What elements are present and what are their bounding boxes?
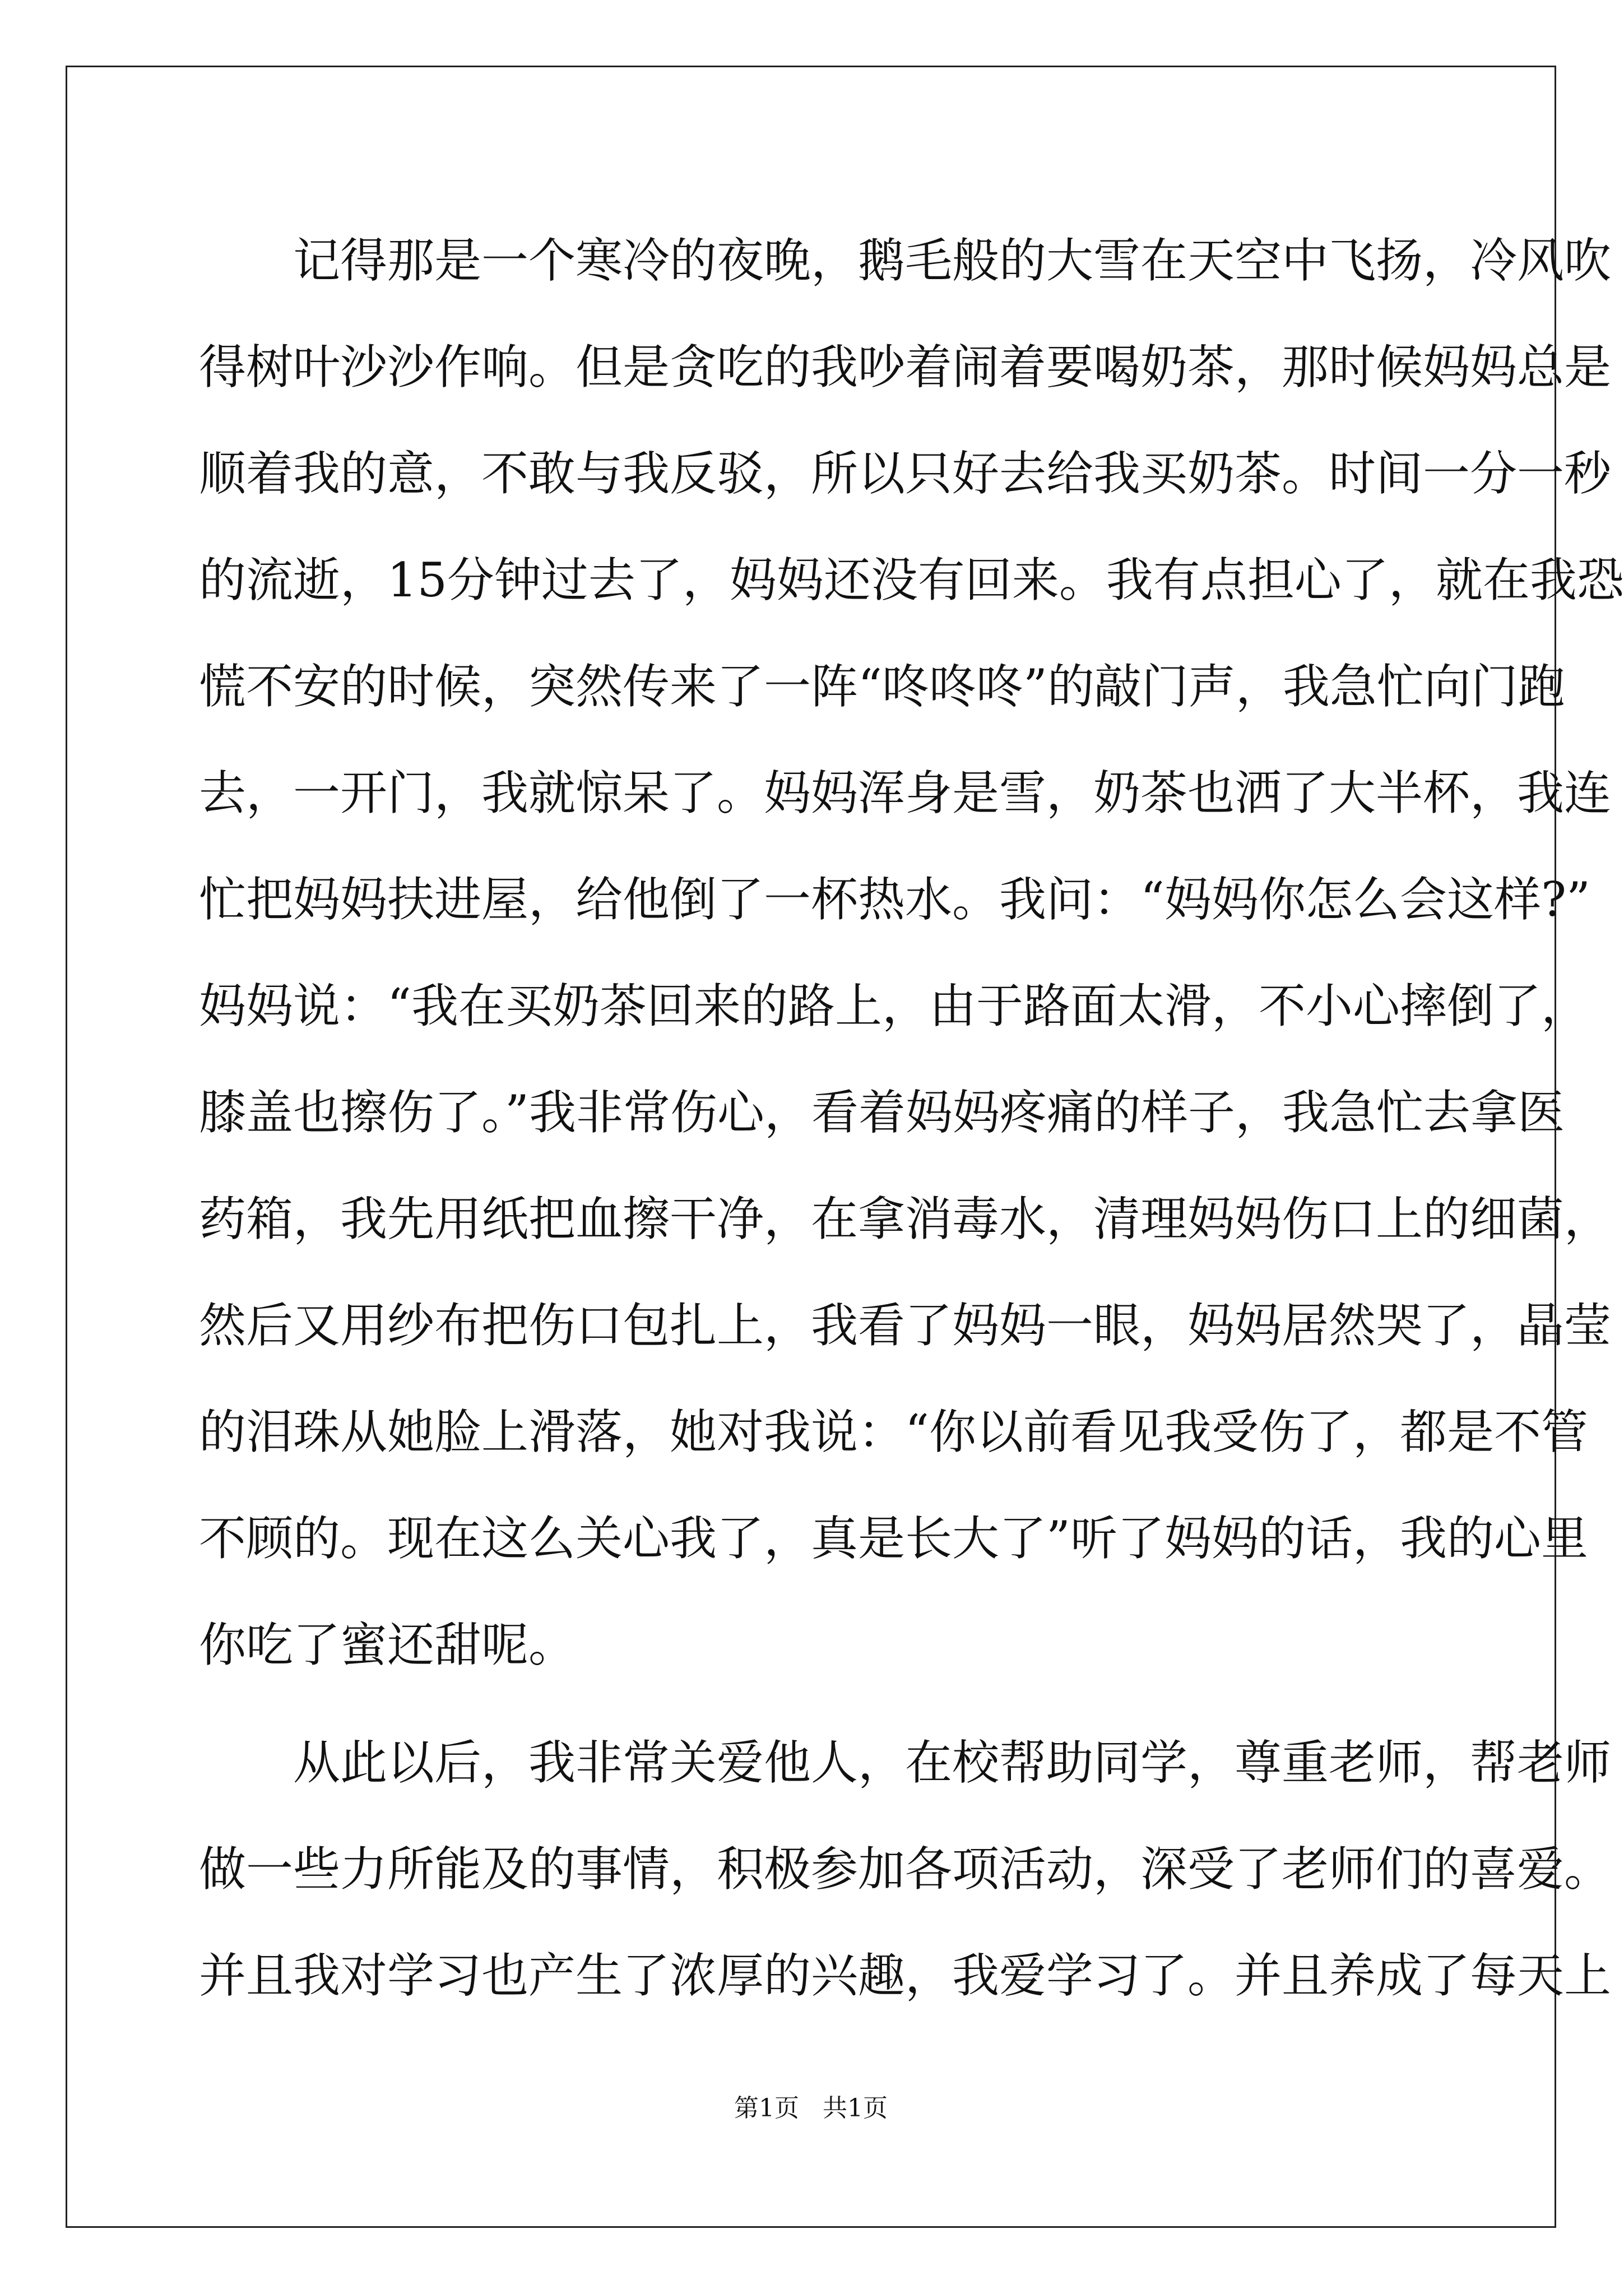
paragraph-1-line-13: 不顾的。现在这么关心我了，真是长大了”听了妈妈的话，我的心里 xyxy=(199,1511,1588,1566)
paragraph-1-line-12: 的泪珠从她脸上滑落，她对我说：“你以前看见我受伤了，都是不管 xyxy=(199,1405,1588,1459)
paragraph-1-line-10: 药箱，我先用纸把血擦干净，在拿消毒水，清理妈妈伤口上的细菌， xyxy=(199,1192,1612,1246)
paragraph-1-line-3: 顺着我的意，不敢与我反驳，所以只好去给我买奶茶。时间一分一秒 xyxy=(199,446,1612,501)
paragraph-1-line-4: 的流逝，15分钟过去了，妈妈还没有回来。我有点担心了，就在我恐 xyxy=(199,553,1624,608)
paragraph-1-line-1: 记得那是一个寒冷的夜晚，鹅毛般的大雪在天空中飞扬，冷风吹 xyxy=(293,233,1612,288)
paragraph-2-line-1: 从此以后，我非常关爱他人，在校帮助同学，尊重老师，帮老师 xyxy=(293,1735,1612,1790)
document-body xyxy=(199,207,1624,2029)
paragraph-1-line-2: 得树叶沙沙作响。但是贪吃的我吵着闹着要喝奶茶，那时候妈妈总是 xyxy=(199,340,1612,395)
paragraph-1-line-14: 你吃了蜜还甜呢。 xyxy=(199,1618,576,1672)
paragraph-1-line-6: 去，一开门，我就惊呆了。妈妈浑身是雪，奶茶也洒了大半杯，我连 xyxy=(199,766,1612,821)
paragraph-1-line-11: 然后又用纱布把伤口包扎上，我看了妈妈一眼，妈妈居然哭了，晶莹 xyxy=(199,1298,1612,1353)
paragraph-2-line-2: 做一些力所能及的事情，积极参加各项活动，深受了老师们的喜爱。 xyxy=(199,1842,1612,1897)
page-number-footer: 第1页 共1页 xyxy=(734,2094,888,2122)
paragraph-1-line-5: 慌不安的时候，突然传来了一阵“咚咚咚”的敲门声，我急忙向门跑 xyxy=(199,659,1565,714)
paragraph-2-line-3: 并且我对学习也产生了浓厚的兴趣，我爱学习了。并且养成了每天上 xyxy=(199,1948,1612,2003)
paragraph-1-line-7: 忙把妈妈扶进屋，给他倒了一杯热水。我问：“妈妈你怎么会这样?” xyxy=(199,872,1590,927)
paragraph-1-line-8: 妈妈说：“我在买奶茶回来的路上，由于路面太滑，不小心摔倒了， xyxy=(199,979,1588,1034)
paragraph-1-line-9: 膝盖也擦伤了。”我非常伤心，看着妈妈疼痛的样子，我急忙去拿医 xyxy=(199,1085,1565,1140)
